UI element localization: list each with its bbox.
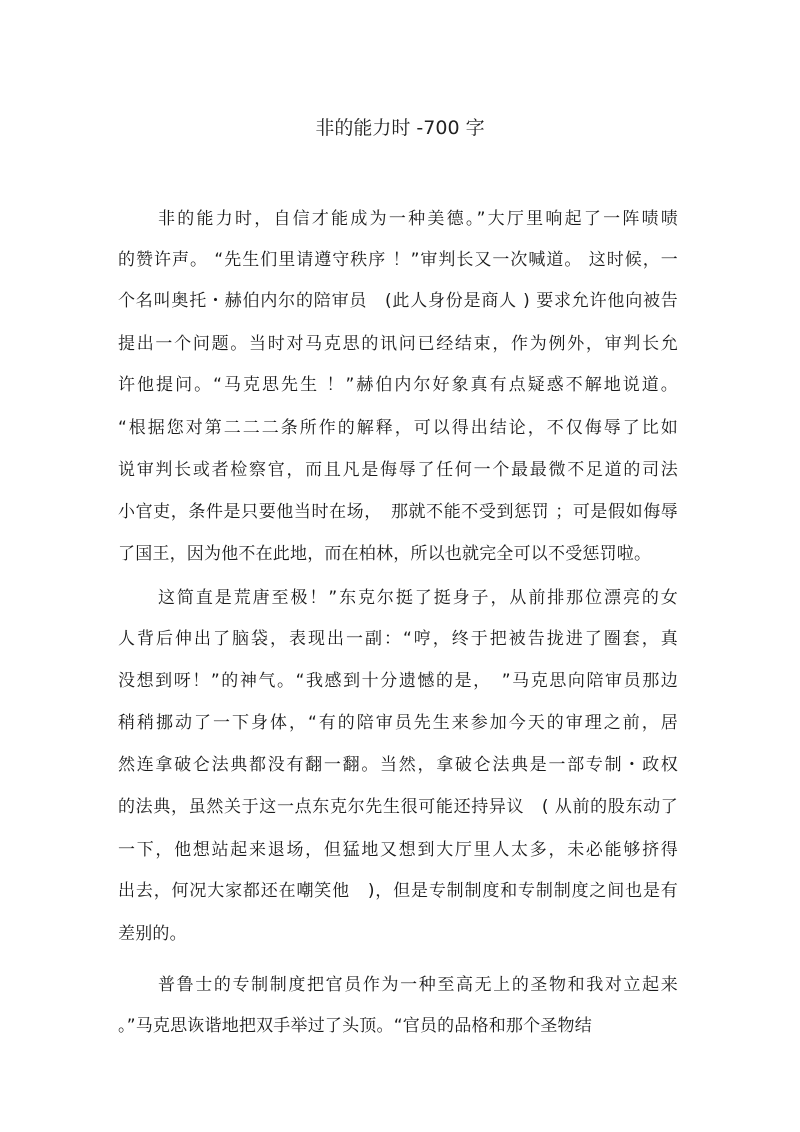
text-line: 的赞许声。 “先生们里请遵守秩序 ！”审判长又一次喊道。 这时候，一: [118, 250, 678, 270]
text-line: 说审判长或者检察官，而且凡是侮辱了任何一个最最微不足道的司法: [118, 460, 678, 480]
text-line: 没想到呀！”的神气。“我感到十分遗憾的是， ”马克思向陪审员那边: [118, 671, 678, 691]
text-line: 提出一个问题。当时对马克思的讯问已经结束，作为例外，审判长允: [118, 334, 678, 354]
text-line: 普鲁士的专制制度把官员作为一种至高无上的圣物和我对立起来: [158, 975, 678, 995]
text-line: 一下，他想站起来退场，但猛地又想到大厅里人太多，未必能够挤得: [118, 840, 678, 860]
text-line: 这简直是荒唐至极！”东克尔挺了挺身子，从前排那位漂亮的女: [158, 588, 678, 608]
text-line: 非的能力时，自信才能成为一种美德。”大厅里响起了一阵啧啧: [158, 209, 678, 229]
text-line: 人背后伸出了脑袋，表现出一副：“哼，终于把被告拢进了圈套，真: [118, 629, 678, 649]
text-line: 差别的。: [118, 924, 187, 944]
text-line: 许他提问。“马克思先生 ！”赫伯内尔好象真有点疑惑不解地说道。: [118, 375, 678, 395]
text-line: 出去，何况大家都还在嘲笑他 )，但是专制制度和专制制度之间也是有: [118, 881, 678, 901]
text-line: 小官吏，条件是只要他当时在场， 那就不能不受到惩罚 ；可是假如侮辱: [118, 502, 678, 522]
text-line: 了国王，因为他不在此地，而在柏林，所以也就完全可以不受惩罚啦。: [118, 544, 652, 564]
text-line: 的法典，虽然关于这一点东克尔先生很可能还持异议 ( 从前的股东动了: [118, 797, 678, 817]
page-title: 非的能力时 -700 字: [315, 117, 485, 139]
text-line: “根据您对第二二二条所作的解释，可以得出结论，不仅侮辱了比如: [118, 418, 678, 438]
text-line: 然连拿破仑法典都没有翻一翻。当然，拿破仑法典是一部专制・政权: [118, 755, 678, 775]
text-line: 个名叫奥托・赫伯内尔的陪审员 (此人身份是商人 ) 要求允许他向被告: [118, 291, 678, 311]
text-line: 稍稍挪动了一下身体，“有的陪审员先生来参加今天的审理之前，居: [118, 713, 678, 733]
text-line: 。”马克思诙谐地把双手举过了头顶。“官员的品格和那个圣物结: [118, 1016, 592, 1036]
